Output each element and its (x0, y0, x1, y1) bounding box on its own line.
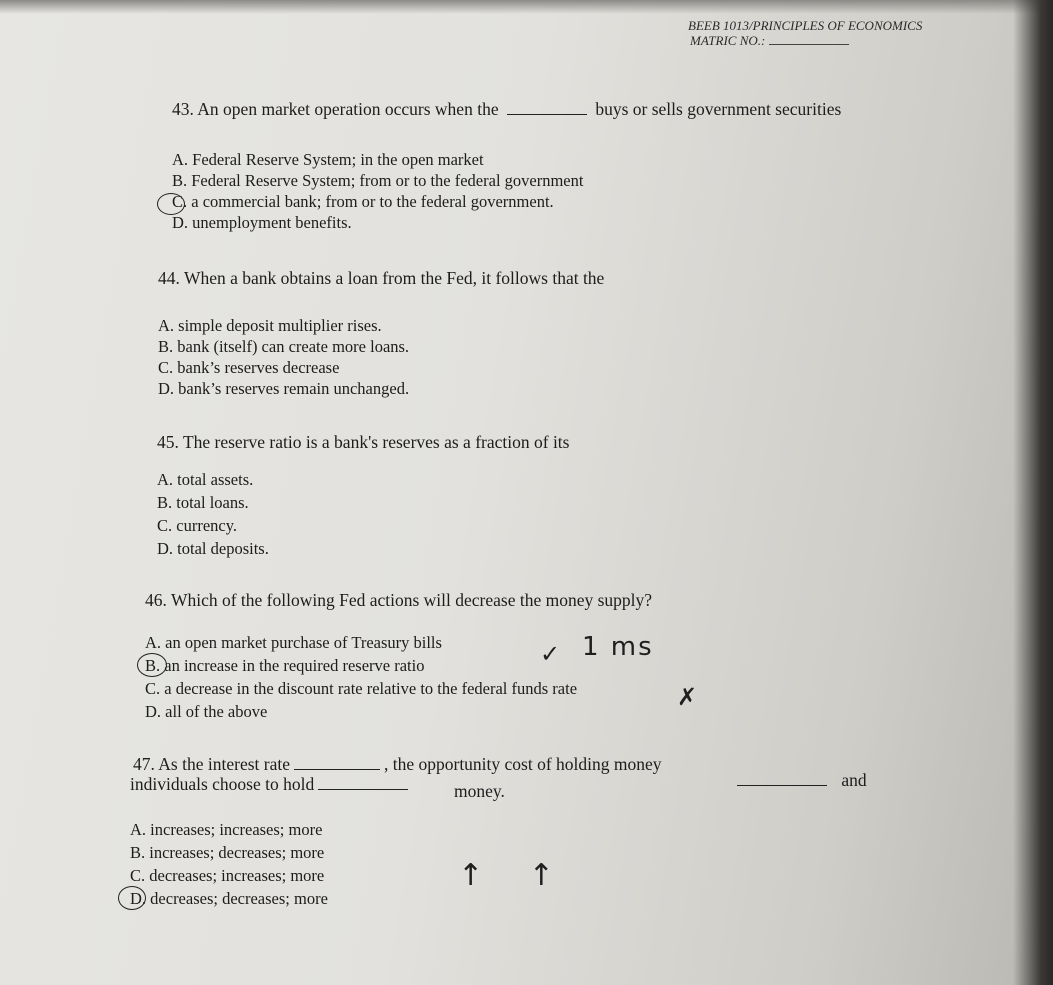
option-44-b: B. bank (itself) can create more loans. (158, 337, 410, 356)
option-47-c: C. decreases; increases; more (130, 866, 325, 885)
question-text: The reserve ratio is a bank's reserves as a fraction of its (182, 432, 570, 452)
question-47-money: money. (454, 781, 505, 801)
matric-label: MATRIC NO.: (690, 33, 766, 48)
answer-circle-43 (157, 193, 185, 215)
question-text: Which of the following Fed actions will decrease the money supply? (170, 590, 653, 610)
question-text-cont: , the opportunity cost of holding money (383, 754, 662, 774)
option-43-c: C. a commercial bank; from or to the federal government. (172, 192, 554, 211)
question-text: As the interest rate (158, 754, 290, 774)
answer-circle-47 (118, 886, 146, 910)
option-47-d: D. decreases; decreases; more (130, 889, 328, 908)
answer-blank-3 (318, 775, 408, 790)
matric-line (690, 33, 924, 48)
option-45-c: C. currency. (157, 516, 238, 535)
question-47-line2 (130, 774, 412, 795)
question-text: When a bank obtains a loan from the Fed, it follows that the (183, 268, 605, 288)
question-number: 47. (133, 754, 155, 774)
answer-blank (507, 100, 587, 115)
question-text-cont: buys or sells government securities (595, 99, 842, 119)
question-number: 45. (157, 432, 179, 452)
option-46-c: C. a decrease in the discount rate relative to the federal funds rate (145, 679, 578, 698)
question-44 (158, 268, 604, 289)
question-46 (145, 590, 652, 611)
option-44-a: A. simple deposit multiplier rises. (158, 316, 382, 335)
question-45 (157, 432, 569, 453)
page-header (688, 18, 922, 48)
option-44-c: C. bank’s reserves decrease (158, 358, 340, 377)
option-47-b: B. increases; decreases; more (130, 843, 325, 862)
option-46-a: A. an open market purchase of Treasury bills (145, 633, 442, 652)
question-number: 44. (158, 268, 180, 288)
handwritten-check-46: ✓ (540, 640, 561, 668)
question-43 (172, 99, 841, 120)
handwritten-note-46: 1 ms (582, 632, 654, 662)
question-text-line2: individuals choose to hold (130, 774, 315, 794)
option-47-a: A. increases; increases; more (130, 820, 323, 839)
option-46-d: D. all of the above (145, 702, 268, 721)
handwritten-arrows-47: ↑ ↑ (458, 858, 572, 893)
option-46-b: B. an increase in the required reserve ratio (145, 656, 425, 675)
question-number: 43. (172, 99, 194, 119)
matric-blank (769, 34, 849, 45)
answer-circle-46 (137, 653, 167, 677)
option-43-b: B. Federal Reserve System; from or to the federal government (172, 171, 584, 190)
handwritten-cross-46: ✗ (677, 683, 698, 711)
option-44-d: D. bank’s reserves remain unchanged. (158, 379, 410, 398)
option-45-d: D. total deposits. (157, 539, 269, 558)
course-title: BEEB 1013/PRINCIPLES OF ECONOMICS (688, 18, 923, 33)
option-45-b: B. total loans. (157, 493, 249, 512)
option-43-d: D. unemployment benefits. (172, 213, 352, 232)
question-number: 46. (145, 590, 167, 610)
page-right-shadow (1013, 0, 1053, 985)
answer-blank-1 (294, 755, 380, 770)
page-top-shadow (0, 0, 1053, 14)
answer-blank-2 (737, 771, 827, 786)
question-47-line1 (133, 754, 662, 775)
option-43-a: A. Federal Reserve System; in the open market (172, 150, 484, 169)
question-text-and: and (841, 770, 867, 790)
question-text: An open market operation occurs when the (197, 99, 499, 119)
question-47-blank2 (733, 770, 867, 791)
option-45-a: A. total assets. (157, 470, 254, 489)
